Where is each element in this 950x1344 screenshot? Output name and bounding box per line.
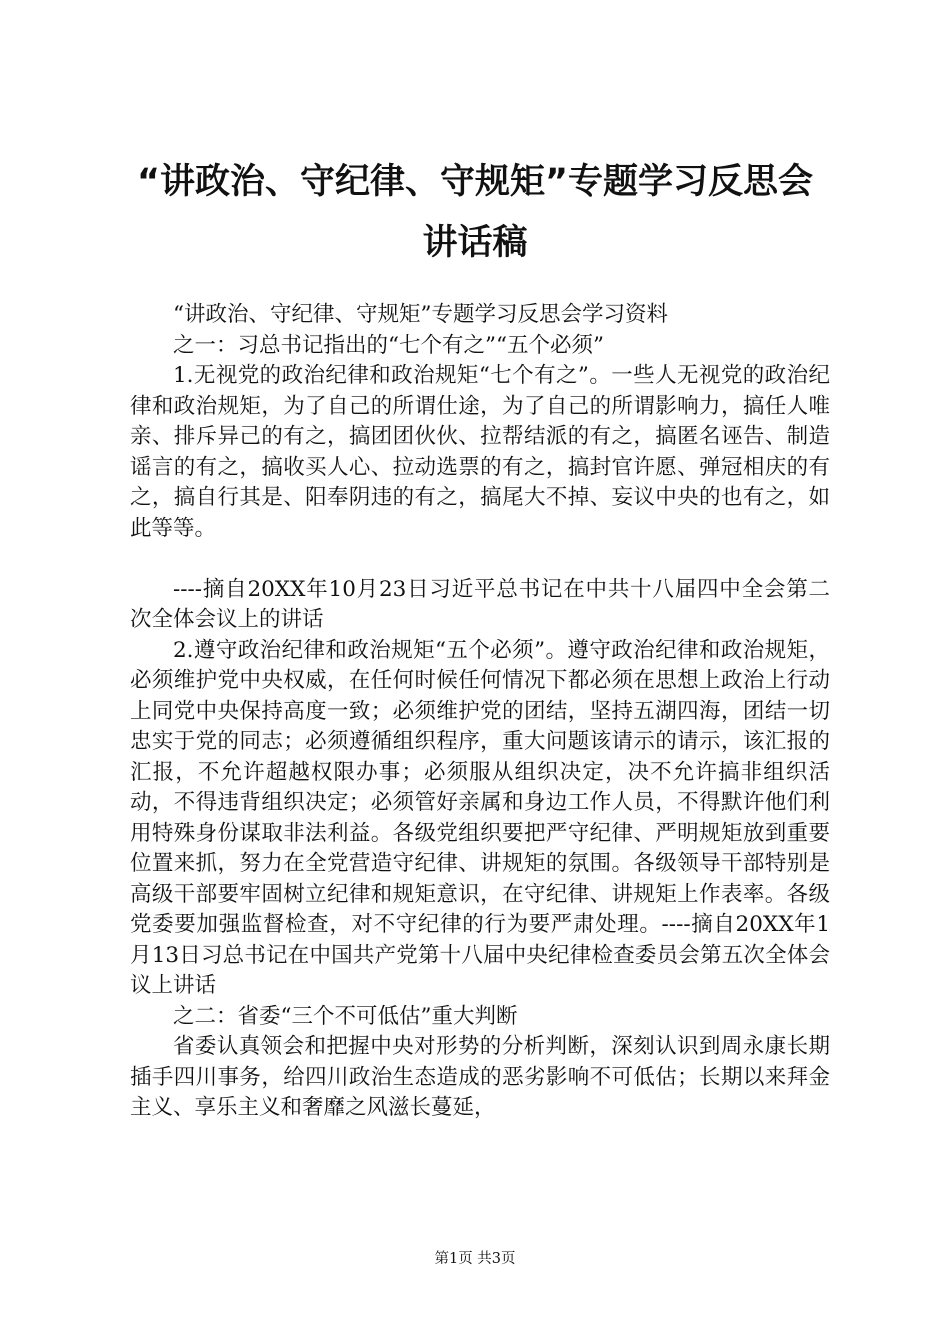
- paragraph-source-citation: ----摘自20XX年10月23日习近平总书记在中共十八届四中全会第二次全体会议上的讲话: [130, 576, 830, 632]
- paragraph-subtitle: “讲政治、守纪律、守规矩”专题学习反思会学习资料: [173, 302, 668, 327]
- paragraph-five-musts: 2.遵守政治纪律和政治规矩“五个必须”。遵守政治纪律和政治规矩，必须维护党中央权威，在任何时候任何情况下都必须在思想上政治上行动上同党中央保持高度一致；必须维护党的团结，坚持五湖四海，团结一切忠实于党的同志；必须遵循组织程序，重大问题该请示的请示，该汇报的汇报，不允许超越权限办事；必须服从组织决定，决不允许搞非组织活动，不得违背组织决定；必须管好亲属和身边工作人员，不得默许他们利用特殊身份谋取非法利益。各级党组织要把严守纪律、严明规矩放到重要位置来抓，努力在全党营造守纪律、讲规矩的氛围。各级领导干部特别是高级干部要牢固树立纪律和规矩意识，在守纪律、讲规矩上作表率。各级党委要加强监督检查，对不守纪律的行为要严肃处理。----摘自20XX年1月13日习总书记在中国共产党第十八届中央纪律检查委员会第五次全体会议上讲话: [130, 637, 830, 998]
- page-number-footer: 第1页 共3页: [434, 1251, 516, 1267]
- paragraph-provincial-judgement: 省委认真领会和把握中央对形势的分析判断，深刻认识到周永康长期插手四川事务，给四川政治生态造成的恶劣影响不可低估；长期以来拜金主义、享乐主义和奢靡之风滋长蔓延，: [130, 1034, 830, 1120]
- document-body: [130, 300, 830, 1124]
- paragraph-seven-haves: 1.无视党的政治纪律和政治规矩“七个有之”。一些人无视党的政治纪律和政治规矩，为了自己的所谓仕途，为了自己的所谓影响力，搞任人唯亲、排斥异己的有之，搞团团伙伙、拉帮结派的有之，搞匿名诬告、制造谣言的有之，搞收买人心、拉动选票的有之，搞封官许愿、弹冠相庆的有之，搞自行其是、阳奉阴违的有之，搞尾大不掉、妄议中央的也有之，如此等等。: [130, 363, 830, 541]
- document-title-line-2: 讲话稿: [422, 223, 528, 263]
- document-title-line-1: “讲政治、守纪律、守规矩”专题学习反思会: [136, 162, 813, 202]
- section-heading-two: 之二：省委“三个不可低估”重大判断: [173, 1003, 518, 1029]
- section-heading-one: 之一：习总书记指出的“七个有之”“五个必须”: [173, 332, 604, 358]
